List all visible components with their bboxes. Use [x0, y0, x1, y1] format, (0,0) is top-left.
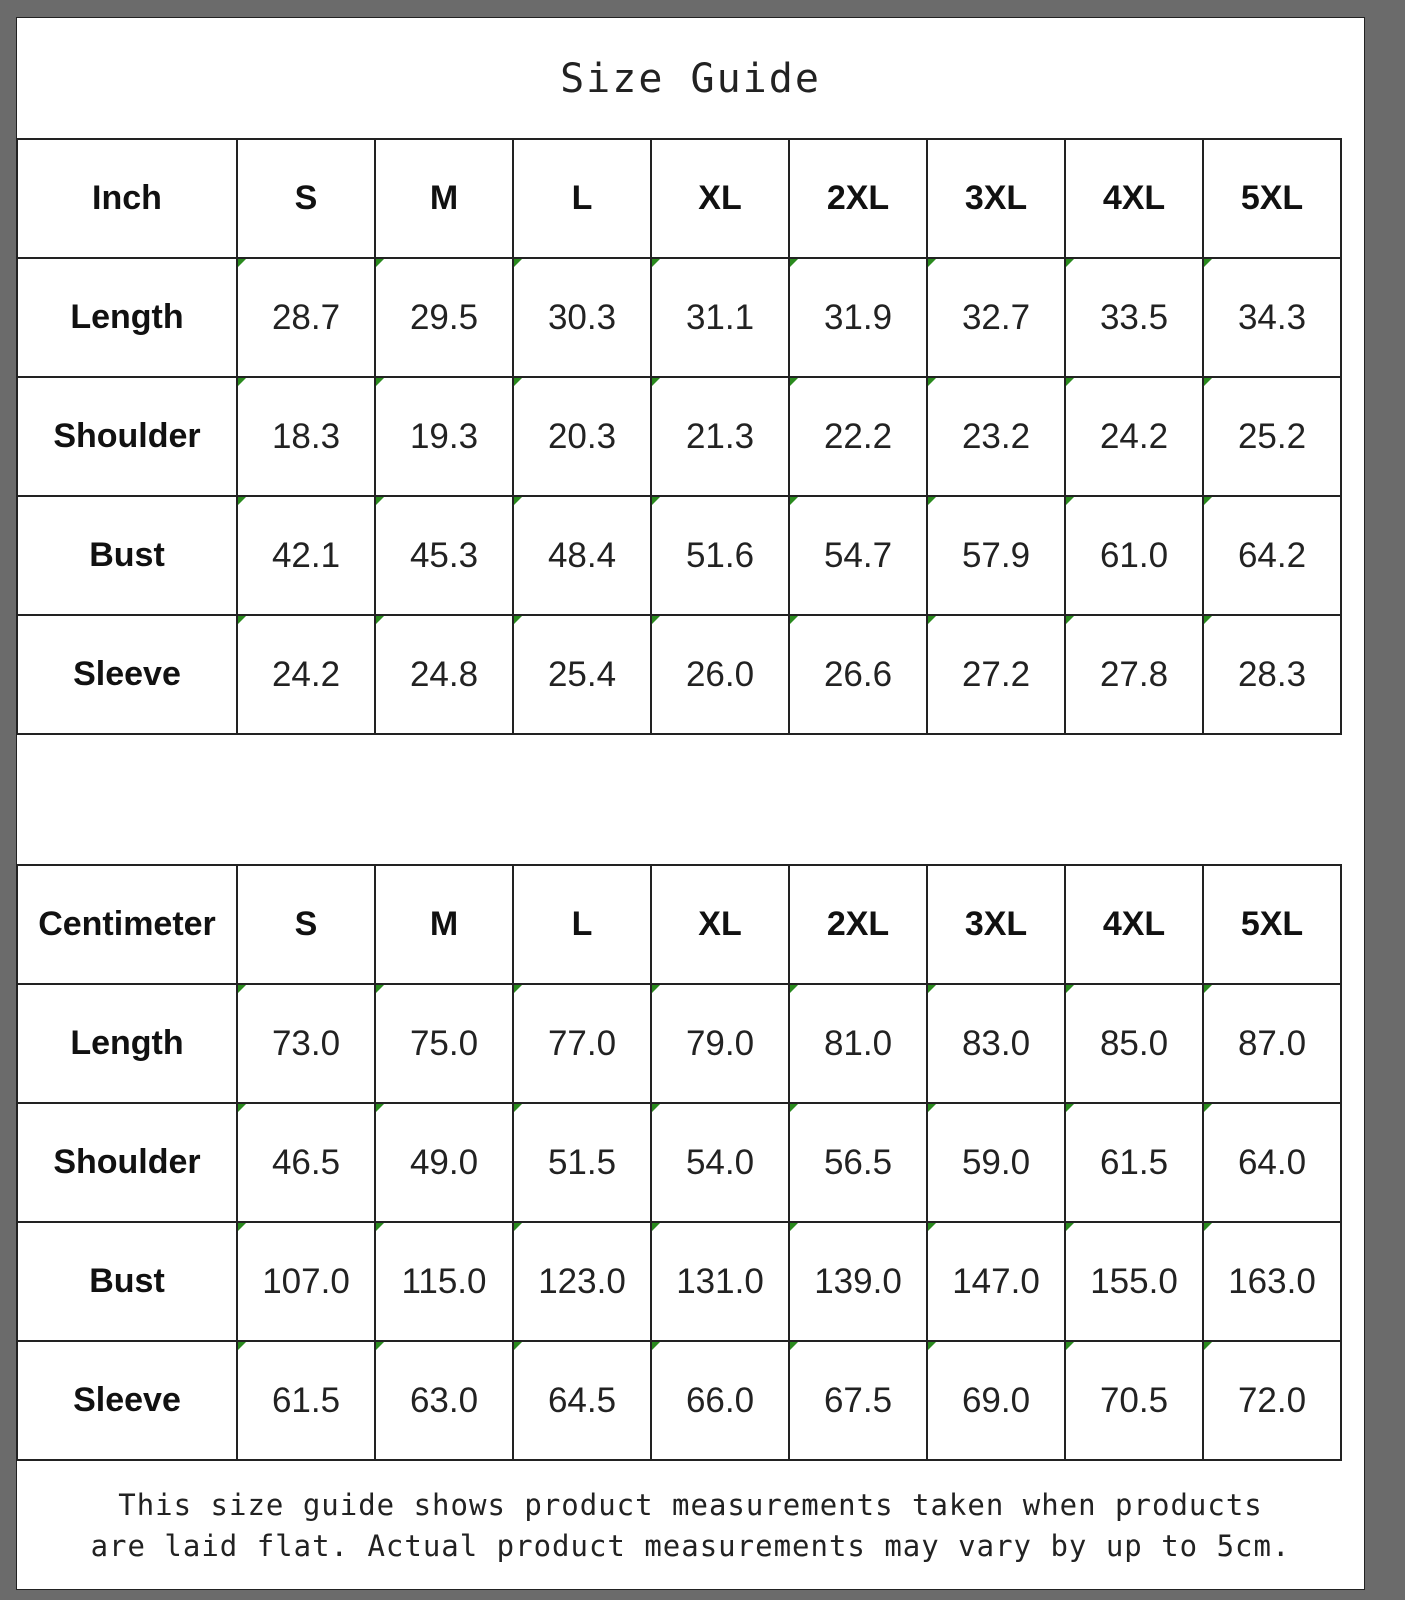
measurement-value: 33.5 — [1065, 258, 1203, 377]
measurement-label-length: Length — [17, 258, 237, 377]
unit-label: Centimeter — [17, 865, 237, 984]
centimeter-size-table — [16, 864, 1342, 1461]
measurement-value: 131.0 — [651, 1222, 789, 1341]
measurement-value: 83.0 — [927, 984, 1065, 1103]
measurement-value: 48.4 — [513, 496, 651, 615]
measurement-value: 81.0 — [789, 984, 927, 1103]
measurement-value: 23.2 — [927, 377, 1065, 496]
measurement-value: 27.2 — [927, 615, 1065, 734]
table-row — [17, 1341, 1341, 1460]
measurement-value: 64.2 — [1203, 496, 1341, 615]
measurement-value: 123.0 — [513, 1222, 651, 1341]
measurement-value: 79.0 — [651, 984, 789, 1103]
measurement-value: 147.0 — [927, 1222, 1065, 1341]
measurement-value: 32.7 — [927, 258, 1065, 377]
size-header-m: M — [375, 865, 513, 984]
inch-size-table — [16, 138, 1342, 735]
measurement-label-sleeve: Sleeve — [17, 1341, 237, 1460]
table-row — [17, 377, 1341, 496]
measurement-value: 69.0 — [927, 1341, 1065, 1460]
size-header-4xl: 4XL — [1065, 865, 1203, 984]
table-row — [17, 984, 1341, 1103]
measurement-value: 30.3 — [513, 258, 651, 377]
measurement-value: 26.0 — [651, 615, 789, 734]
measurement-value: 18.3 — [237, 377, 375, 496]
size-header-xl: XL — [651, 139, 789, 258]
measurement-value: 28.3 — [1203, 615, 1341, 734]
size-guide-sheet — [16, 17, 1365, 1590]
size-header-4xl: 4XL — [1065, 139, 1203, 258]
measurement-value: 27.8 — [1065, 615, 1203, 734]
measurement-value: 54.0 — [651, 1103, 789, 1222]
page-title: Size Guide — [560, 55, 821, 102]
measurement-value: 20.3 — [513, 377, 651, 496]
size-header-m: M — [375, 139, 513, 258]
measurement-value: 67.5 — [789, 1341, 927, 1460]
size-header-l: L — [513, 865, 651, 984]
measurement-value: 66.0 — [651, 1341, 789, 1460]
size-header-xl: XL — [651, 865, 789, 984]
measurement-value: 29.5 — [375, 258, 513, 377]
measurement-value: 19.3 — [375, 377, 513, 496]
unit-label: Inch — [17, 139, 237, 258]
measurement-value: 61.5 — [237, 1341, 375, 1460]
measurement-value: 77.0 — [513, 984, 651, 1103]
size-header-3xl: 3XL — [927, 865, 1065, 984]
measurement-label-shoulder: Shoulder — [17, 1103, 237, 1222]
header-row — [17, 865, 1341, 984]
measurement-value: 59.0 — [927, 1103, 1065, 1222]
measurement-label-bust: Bust — [17, 496, 237, 615]
table-row — [17, 615, 1341, 734]
measurement-value: 22.2 — [789, 377, 927, 496]
measurement-value: 155.0 — [1065, 1222, 1203, 1341]
measurement-value: 139.0 — [789, 1222, 927, 1341]
size-header-s: S — [237, 865, 375, 984]
measurement-value: 85.0 — [1065, 984, 1203, 1103]
table-row — [17, 1222, 1341, 1341]
measurement-footnote — [17, 1462, 1364, 1590]
size-header-5xl: 5XL — [1203, 865, 1341, 984]
measurement-value: 51.6 — [651, 496, 789, 615]
measurement-value: 49.0 — [375, 1103, 513, 1222]
measurement-value: 54.7 — [789, 496, 927, 615]
measurement-value: 46.5 — [237, 1103, 375, 1222]
measurement-value: 163.0 — [1203, 1222, 1341, 1341]
measurement-value: 31.9 — [789, 258, 927, 377]
measurement-value: 25.4 — [513, 615, 651, 734]
measurement-value: 61.0 — [1065, 496, 1203, 615]
table-separator — [17, 746, 1364, 865]
measurement-value: 64.0 — [1203, 1103, 1341, 1222]
measurement-value: 61.5 — [1065, 1103, 1203, 1222]
measurement-value: 115.0 — [375, 1222, 513, 1341]
measurement-label-shoulder: Shoulder — [17, 377, 237, 496]
measurement-value: 75.0 — [375, 984, 513, 1103]
measurement-value: 28.7 — [237, 258, 375, 377]
measurement-value: 24.2 — [237, 615, 375, 734]
table-row — [17, 1103, 1341, 1222]
size-header-5xl: 5XL — [1203, 139, 1341, 258]
measurement-value: 34.3 — [1203, 258, 1341, 377]
size-header-s: S — [237, 139, 375, 258]
measurement-label-sleeve: Sleeve — [17, 615, 237, 734]
size-header-3xl: 3XL — [927, 139, 1065, 258]
measurement-value: 25.2 — [1203, 377, 1341, 496]
measurement-value: 64.5 — [513, 1341, 651, 1460]
size-header-2xl: 2XL — [789, 139, 927, 258]
measurement-value: 63.0 — [375, 1341, 513, 1460]
measurement-label-bust: Bust — [17, 1222, 237, 1341]
measurement-value: 42.1 — [237, 496, 375, 615]
measurement-value: 87.0 — [1203, 984, 1341, 1103]
measurement-label-length: Length — [17, 984, 237, 1103]
measurement-value: 24.2 — [1065, 377, 1203, 496]
measurement-value: 73.0 — [237, 984, 375, 1103]
measurement-value: 56.5 — [789, 1103, 927, 1222]
footnote-line-2: are laid flat. Actual product measurements may vary by up to 5cm. — [90, 1529, 1291, 1563]
measurement-value: 57.9 — [927, 496, 1065, 615]
table-row — [17, 258, 1341, 377]
measurement-value: 107.0 — [237, 1222, 375, 1341]
measurement-value: 70.5 — [1065, 1341, 1203, 1460]
measurement-value: 51.5 — [513, 1103, 651, 1222]
size-header-2xl: 2XL — [789, 865, 927, 984]
measurement-value: 26.6 — [789, 615, 927, 734]
measurement-value: 31.1 — [651, 258, 789, 377]
measurement-value: 72.0 — [1203, 1341, 1341, 1460]
measurement-value: 24.8 — [375, 615, 513, 734]
table-row — [17, 496, 1341, 615]
measurement-value: 45.3 — [375, 496, 513, 615]
size-header-l: L — [513, 139, 651, 258]
measurement-value: 21.3 — [651, 377, 789, 496]
footnote-line-1: This size guide shows product measurements taken when products — [118, 1488, 1263, 1522]
header-row — [17, 139, 1341, 258]
